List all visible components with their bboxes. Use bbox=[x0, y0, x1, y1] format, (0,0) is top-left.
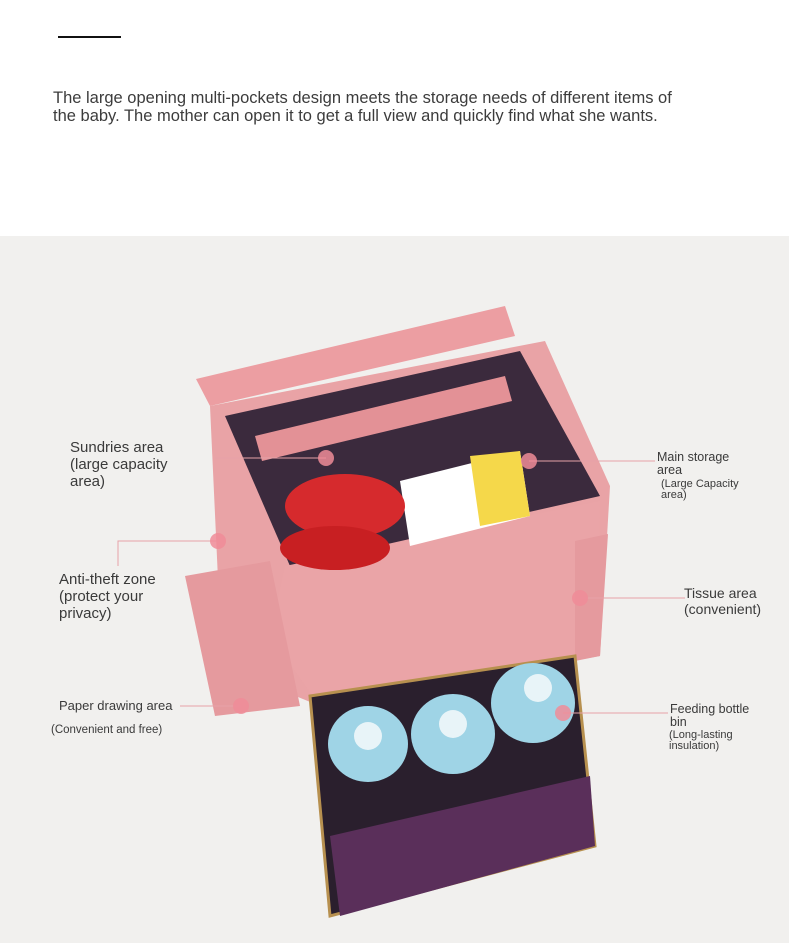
red-shoe-bottom bbox=[280, 526, 390, 570]
anti-theft-leader bbox=[118, 541, 218, 566]
tissue-marker bbox=[572, 590, 588, 606]
main-storage-line-2: area bbox=[657, 463, 683, 477]
main-storage-line-1: Main storage bbox=[657, 450, 730, 464]
anti-theft-line-3: privacy) bbox=[59, 605, 112, 622]
intro-line-1: The large opening multi-pockets design meets the storage needs of different items of bbox=[53, 89, 672, 107]
anti-theft-line-2: (protect your bbox=[59, 588, 144, 605]
intro-line-2: the baby. The mother can open it to get a full view and quickly find what she wants. bbox=[53, 107, 658, 125]
feeding-bottle-note-1: (Long-lasting bbox=[669, 729, 733, 741]
paper-drawing-note: (Convenient and free) bbox=[51, 724, 163, 736]
intro-text bbox=[53, 89, 753, 125]
main-storage-note-2: area) bbox=[661, 488, 687, 501]
feeding-bottle-note bbox=[669, 730, 733, 751]
main-storage-marker bbox=[521, 453, 537, 469]
feeding-bottle-line-1: Feeding bottle bbox=[670, 702, 750, 716]
feeding-bottle-label bbox=[670, 703, 749, 729]
bottle-right-nipple bbox=[524, 674, 552, 702]
feeding-bottle-line-2: bin bbox=[670, 715, 687, 729]
anti-theft-marker bbox=[210, 533, 226, 549]
main-storage-label bbox=[657, 451, 729, 477]
sundries-area-label bbox=[70, 439, 168, 490]
sundries-line-1: Sundries area bbox=[70, 439, 164, 456]
sundries-marker bbox=[318, 450, 334, 466]
main-storage-note-1: (Large Capacity bbox=[661, 478, 739, 490]
header-section bbox=[0, 0, 789, 236]
sundries-line-2: (large capacity bbox=[70, 456, 168, 473]
bottle-middle-nipple bbox=[439, 710, 467, 738]
paper-drawing-title: Paper drawing area bbox=[59, 698, 173, 713]
bottle-left-nipple bbox=[354, 722, 382, 750]
main-storage-note bbox=[661, 479, 739, 500]
tissue-line-2: (convenient) bbox=[684, 600, 762, 617]
anti-theft-zone-label bbox=[59, 571, 156, 622]
feeding-bottle-note-2: insulation) bbox=[669, 739, 720, 752]
title-rule bbox=[58, 36, 121, 38]
tissue-line-1: Tissue area bbox=[684, 585, 757, 601]
anti-theft-line-1: Anti-theft zone bbox=[59, 571, 156, 588]
tissue-area-label bbox=[684, 586, 761, 617]
sundries-line-3: area) bbox=[70, 473, 106, 490]
product-photo bbox=[0, 236, 789, 943]
paper-drawing-marker bbox=[233, 698, 249, 714]
feeding-bottle-marker bbox=[555, 705, 571, 721]
wipes-label bbox=[470, 451, 530, 526]
